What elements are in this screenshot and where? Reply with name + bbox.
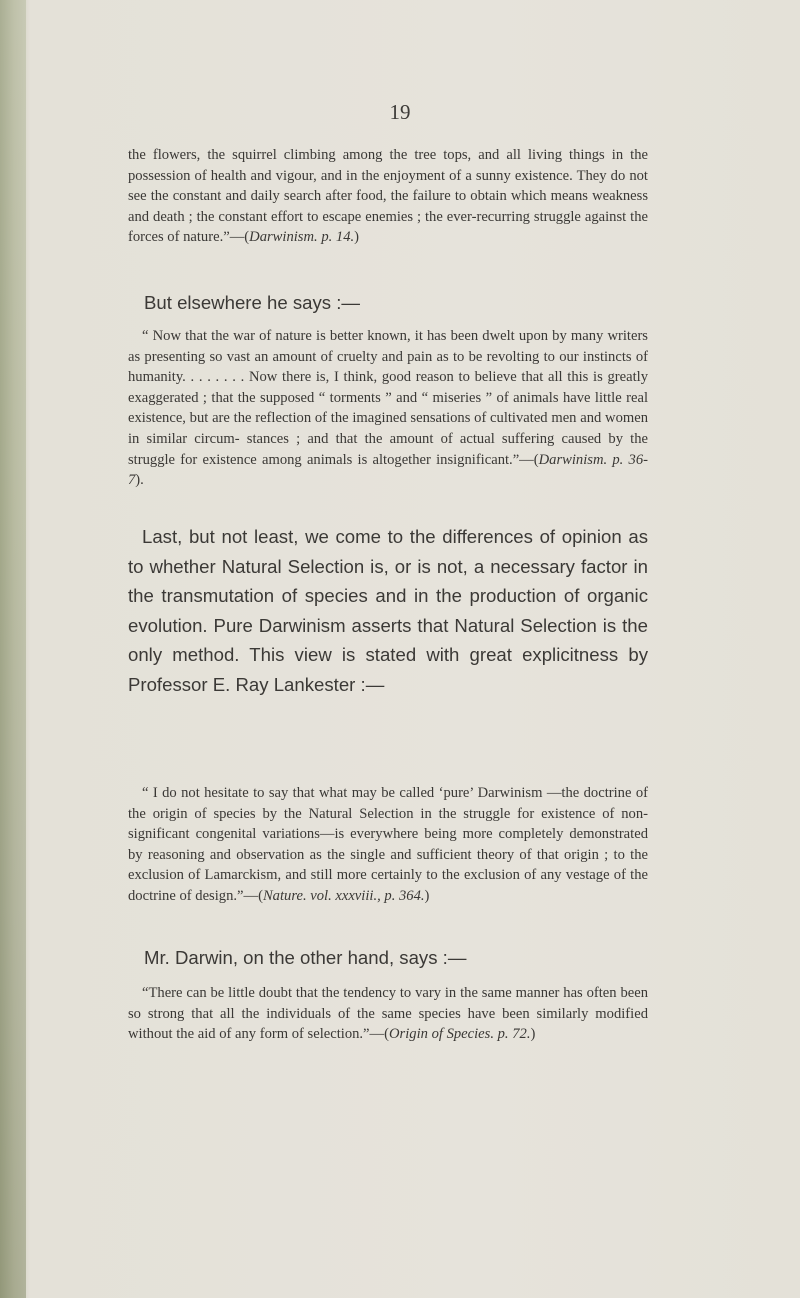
quote-text: “There can be little doubt that the tendency to vary in the same manner has often been so strong that all the individuals of the same species have been similarly modified without the aid of any form of selection.”—( <box>128 985 648 1043</box>
citation: Darwinism. p. 14. <box>249 229 355 246</box>
citation-close: ) <box>354 229 360 246</box>
citation-close: ) <box>530 1026 536 1043</box>
lead-in-text: Mr. Darwin, on the other hand, says :— <box>144 947 467 968</box>
lead-in-text: But elsewhere he says :— <box>144 292 360 313</box>
citation: Origin of Species. p. 72. <box>389 1026 531 1043</box>
paragraph-continuation <box>128 145 648 248</box>
quote-text: “ Now that the war of nature is better known, it has been dwelt upon by many writers as presenting so vast an amount of cruelty and pain as to be revolting to our instincts of humanity. . . . . . . . Now there is, I think, good reason to believe that all this is greatly exaggerated ; that the supposed “ torments ” and “ miseries ” of animals have little real existence, but are the reflection of the imagined sensations of cultivated men and women in similar circum- stances ; and that the amount of actual suffering caused by the struggle for existence among animals is altogether insignificant.”—( <box>128 328 648 468</box>
block-quote <box>128 983 648 1045</box>
citation-close: ) <box>424 887 430 904</box>
citation: Darwinism. p. 36-7 <box>128 451 648 489</box>
quote-text: “ I do not hesitate to say that what may be called ‘pure’ Darwinism —the doctrine of the origin of species by the Natural Selection in the struggle for existence of non-significant congenital variations—is everywhere being more completely demonstrated by reasoning and observation as the single and sufficient theory of that origin ; to the exclusion of Lamarckism, and still more certainly to the exclusion of any vestage of the doctrine of design.”—( <box>128 785 648 904</box>
body-paragraph: Last, but not least, we come to the differences of opinion as to whether Natural Selection is, or is not, a necessary factor in the transmutation of species and in the production of organic evolution. Pure Darwinism asserts that Natural Selection is the only method. This view is stated with great explicitness by Professor E. Ray Lankester :— <box>128 526 648 695</box>
citation-close: ). <box>135 472 144 489</box>
citation: Nature. vol. xxxviii., p. 364. <box>262 887 425 904</box>
block-quote <box>128 783 648 907</box>
page-number: 19 <box>389 100 411 124</box>
page-edge-shadow <box>0 0 26 1298</box>
paragraph-text: the flowers, the squirrel climbing among the tree tops, and all living things in the possession of health and vigour, and in the enjoyment of a sunny existence. They do not see the constant and daily search after food, the failure to obtain which means weakness and death ; the constant effort to escape enemies ; the ever-recurring struggle against the forces of nature.”—( <box>128 147 648 246</box>
block-quote <box>128 326 648 491</box>
